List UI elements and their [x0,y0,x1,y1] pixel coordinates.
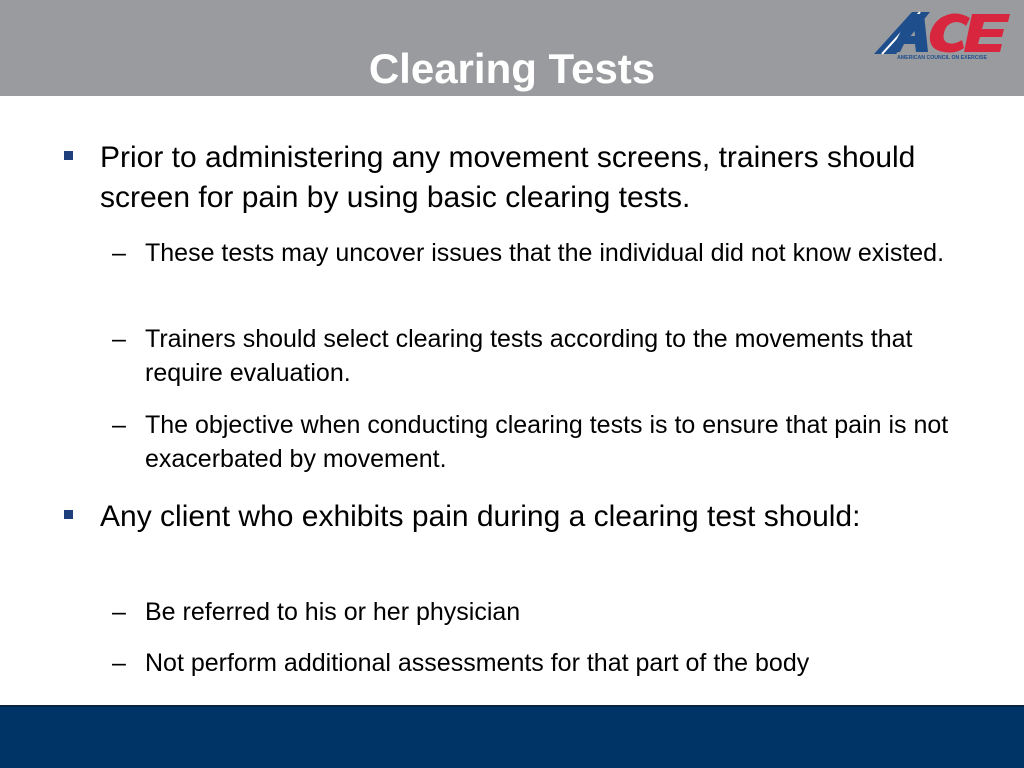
sub-bullet-item [112,646,960,680]
sub-bullet-item [112,236,960,270]
sub-bullet-text: Trainers should select clearing tests according to the movements that require evaluation. [145,325,913,387]
slide-header [0,0,1024,96]
bullet-text: Any client who exhibits pain during a clearing test should: [100,500,861,533]
bullet-text: Prior to administering any movement screens, trainers should screen for pain by using basic clearing tests. [100,141,916,214]
square-bullet-icon [64,510,73,519]
sub-bullet-item [112,595,960,629]
dash-icon: – [112,239,126,267]
sub-bullet-item [112,408,960,476]
dash-icon: – [112,325,126,353]
square-bullet-icon [64,151,73,160]
logo-tagline: AMERICAN COUNCIL ON EXERCISE [897,55,987,60]
slide-title: Clearing Tests [368,45,656,92]
sub-bullet-text: Not perform additional assessments for that part of the body [145,649,810,677]
bullet-item [100,497,960,537]
sub-bullet-text: Be referred to his or her physician [145,598,521,626]
dash-icon: – [112,411,126,439]
bullet-item [100,138,960,218]
sub-bullet-text: These tests may uncover issues that the individual did not know existed. [145,239,945,267]
dash-icon: – [112,649,126,677]
dash-icon: – [112,598,126,626]
ace-logo [872,8,1012,60]
sub-bullet-item [112,322,960,390]
sub-bullet-text: The objective when conducting clearing tests is to ensure that pain is not exacerbated by movement. [145,411,949,473]
slide-footer [0,705,1024,768]
